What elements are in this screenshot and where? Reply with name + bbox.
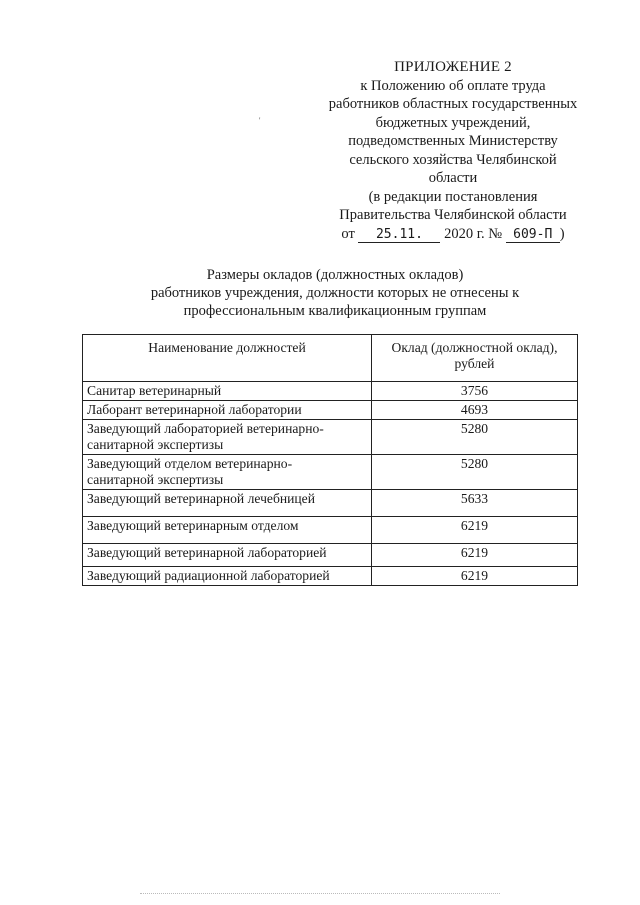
salary-header-line: Оклад (должностной оклад), (391, 340, 558, 355)
table-row (83, 490, 578, 517)
close-paren: ) (559, 225, 565, 242)
appendix-title: ПРИЛОЖЕНИЕ 2 (394, 59, 512, 75)
caption-line: Размеры окладов (должностных окладов) (206, 267, 464, 283)
salary-value: 4693 (372, 401, 578, 420)
decree-date: 25.11. (358, 227, 440, 243)
table-row (83, 382, 578, 401)
salary-value: 6219 (372, 517, 578, 544)
position-name: Лаборант ветеринарной лаборатории (83, 401, 372, 420)
salary-table (82, 334, 578, 586)
header-line: области (428, 170, 478, 186)
salary-value: 5280 (372, 420, 578, 455)
table-caption (100, 266, 570, 320)
header-line: (в редакции постановления (368, 188, 538, 205)
position-name-line: Заведующий лабораторией ветеринарно- (87, 421, 324, 436)
header-line: к Положению об оплате труда (360, 77, 546, 94)
column-header-position: Наименование должностей (83, 335, 372, 382)
header-line: подведомственных Министерству (348, 133, 558, 149)
position-name: Заведующий ветеринарной лечебницей (83, 490, 372, 517)
position-name-line: санитарной экспертизы (87, 437, 224, 452)
position-name-line: санитарной экспертизы (87, 472, 224, 487)
position-name (83, 420, 372, 455)
salary-value: 6219 (372, 567, 578, 586)
appendix-header (316, 58, 590, 243)
scan-footer-dots (140, 893, 500, 895)
header-line: сельского хозяйства Челябинской (349, 151, 557, 168)
table-header-row (83, 335, 578, 382)
salary-value: 5280 (372, 455, 578, 490)
table-row (83, 544, 578, 567)
header-line: бюджетных учреждений, (375, 114, 531, 131)
salary-value: 6219 (372, 544, 578, 567)
table-row (83, 567, 578, 586)
table-row (83, 517, 578, 544)
table-row (83, 455, 578, 490)
salary-value: 5633 (372, 490, 578, 517)
salary-header-line: рублей (454, 356, 495, 371)
position-name: Санитар ветеринарный (83, 382, 372, 401)
position-name: Заведующий ветеринарным отделом (83, 517, 372, 544)
salary-value: 3756 (372, 382, 578, 401)
caption-line: профессиональным квалификационным группам (183, 303, 487, 319)
decree-year: 2020 г. № (444, 225, 503, 242)
position-name (83, 455, 372, 490)
position-name-line: Заведующий отделом ветеринарно- (87, 456, 293, 471)
table-row (83, 401, 578, 420)
decree-date-line (316, 225, 590, 244)
column-header-salary (372, 335, 578, 382)
caption-line: работников учреждения, должности которых не отнесены к (150, 285, 520, 301)
scan-speck: ' (259, 116, 261, 125)
header-line: работников областных государственных (328, 96, 578, 112)
position-name: Заведующий ветеринарной лабораторией (83, 544, 372, 567)
date-prefix: от (341, 225, 355, 242)
table-row (83, 420, 578, 455)
position-name: Заведующий радиационной лабораторией (83, 567, 372, 586)
decree-number: 609-П (506, 227, 560, 243)
header-line: Правительства Челябинской области (339, 207, 567, 223)
